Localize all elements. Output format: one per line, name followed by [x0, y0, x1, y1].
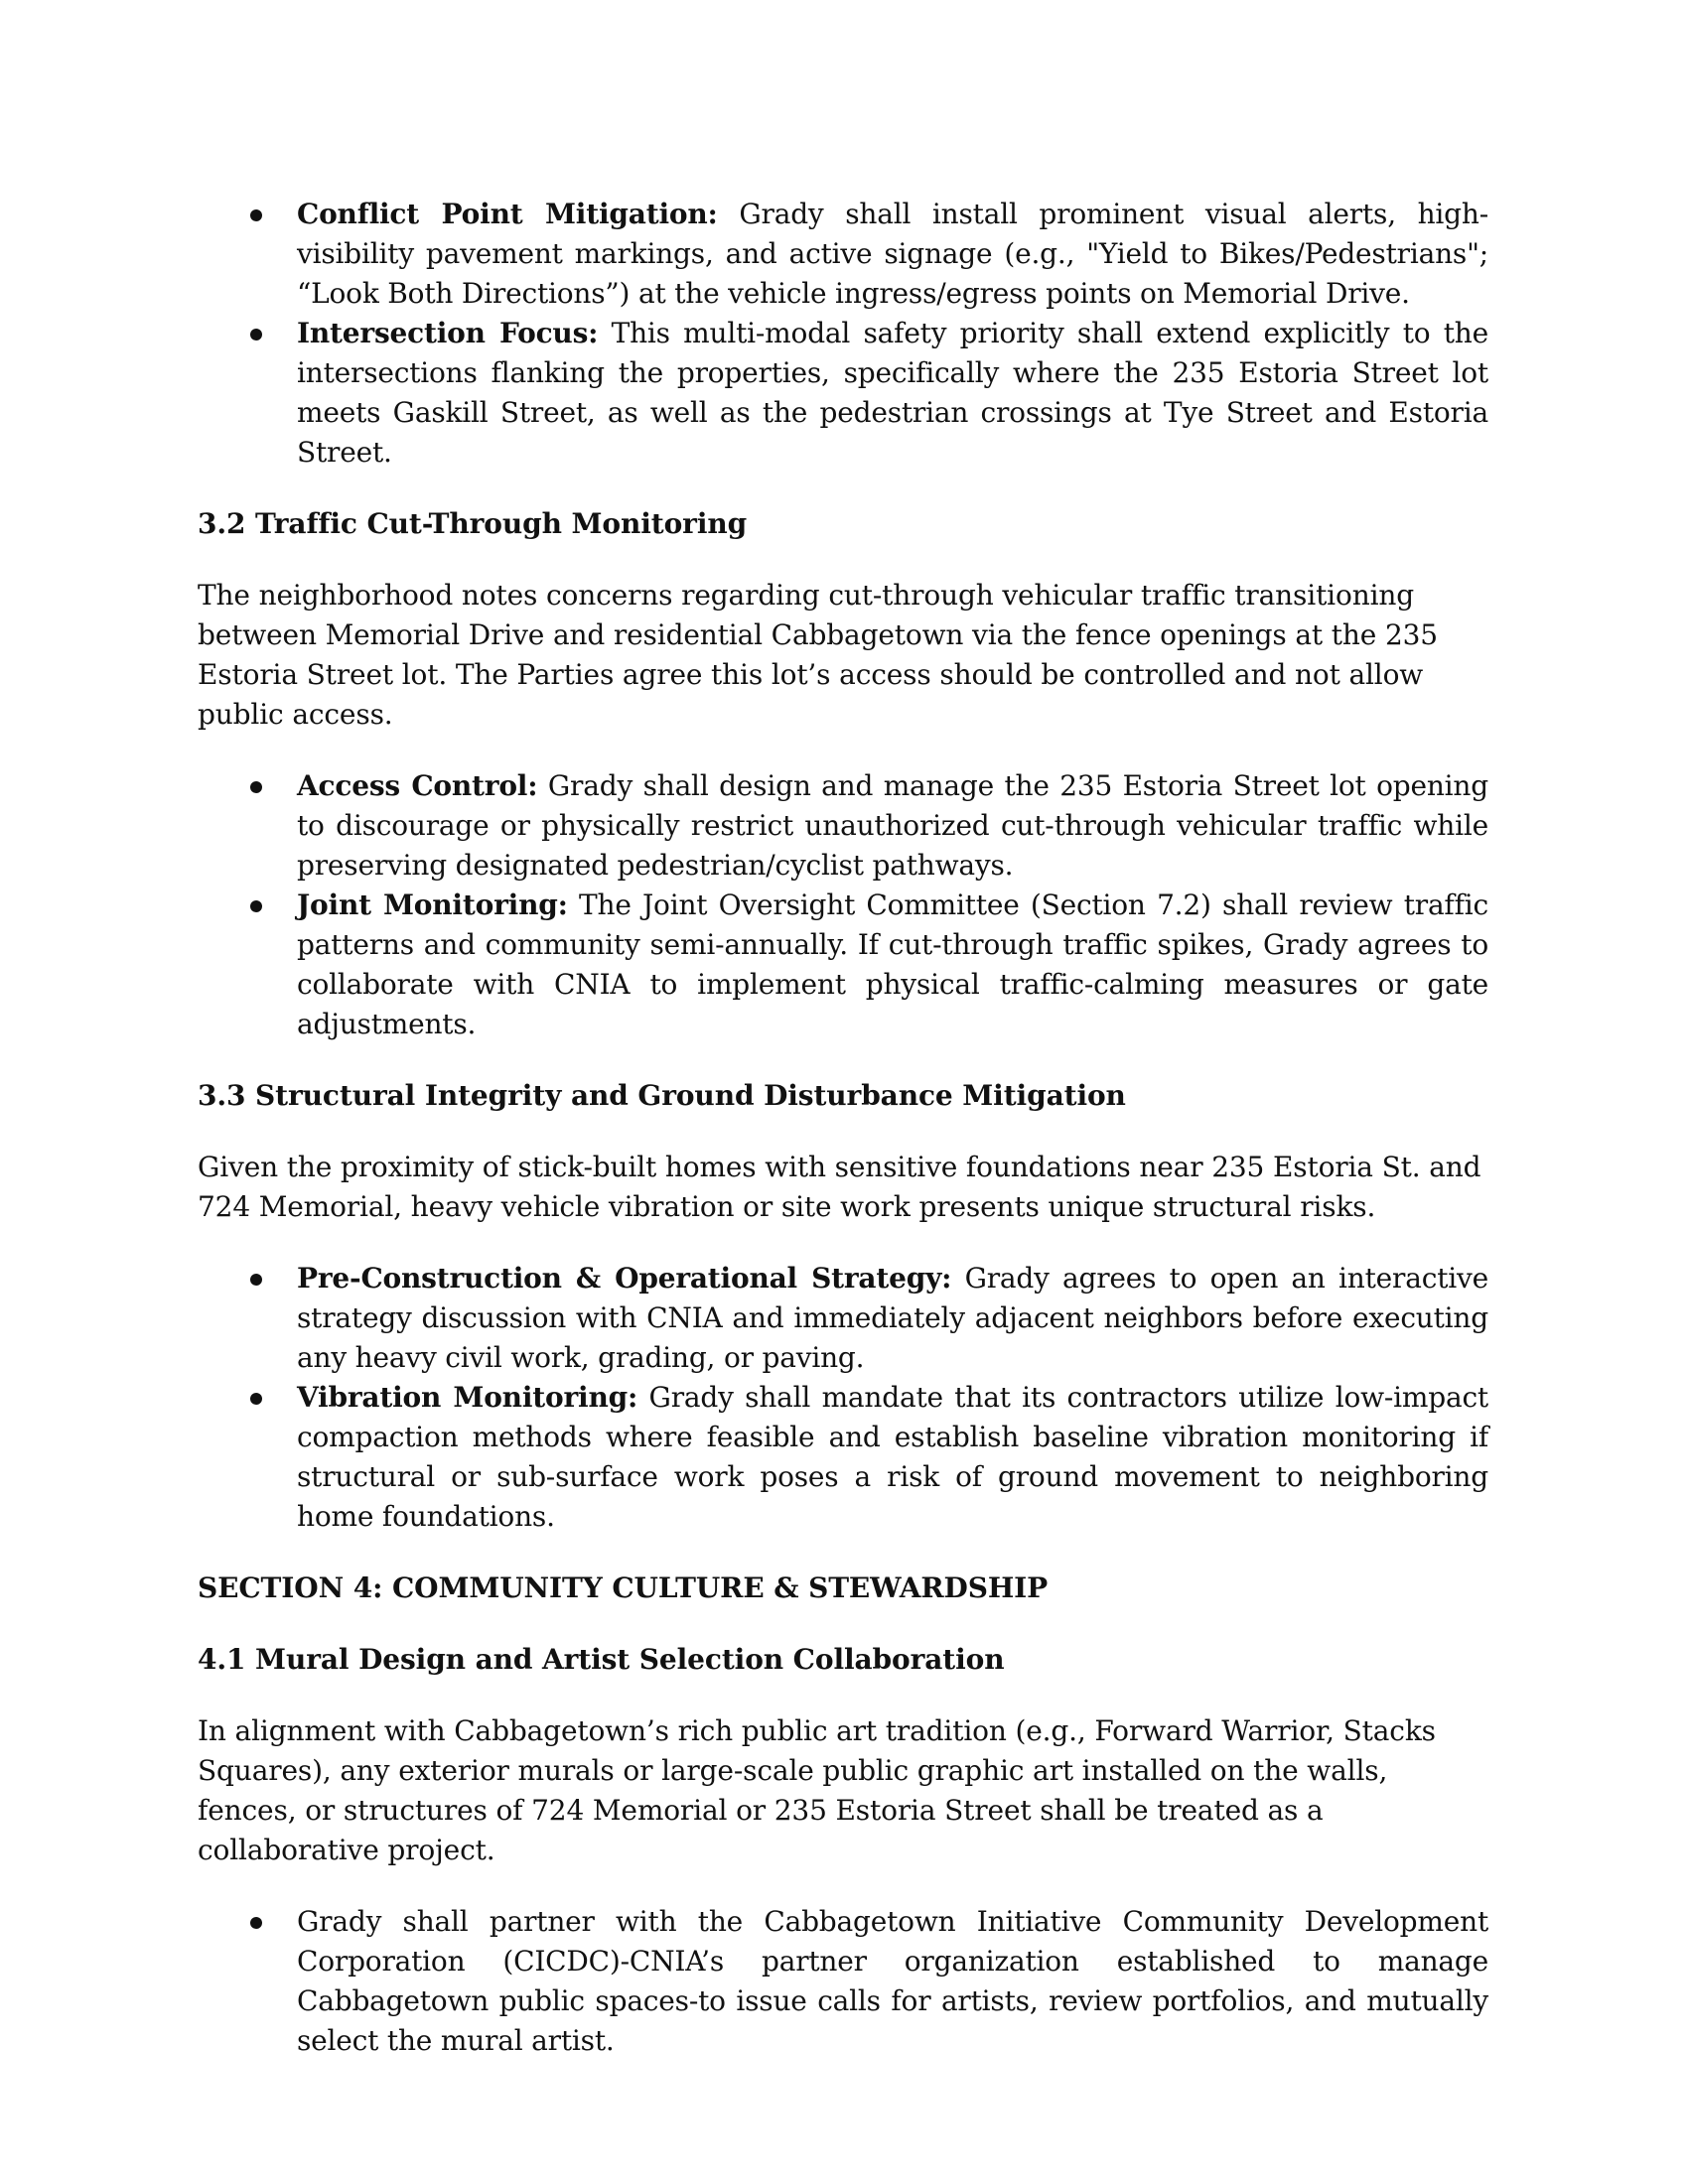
section-paragraph-4-1: In alignment with Cabbagetown’s rich public art tradition (e.g., Forward Warrior, Stacks Squares), any exterior murals or large-scale public graphic art installed on the walls, fences, or structures of 724 Memorial or 235 Estoria Street shall be treated as a collaborative project.: [198, 1714, 1436, 1866]
bullet-lead: Intersection Focus:: [297, 317, 599, 349]
bullet-dot-icon: [250, 900, 262, 912]
bullet-dot-icon: [250, 781, 262, 793]
section-heading-4-1: 4.1 Mural Design and Artist Selection Collaboration: [198, 1643, 1005, 1676]
bullet-text: The Joint Oversight Committee (Section 7.2) shall review traffic patterns and community semi-annually. If cut-through traffic spikes, Grady agrees to collaborate with CNIA to implement physical traffic-calming measures or gate adjustments.: [297, 888, 1489, 1040]
list-item: [198, 195, 1488, 314]
list-item: [198, 1259, 1488, 1378]
bullet-text: Grady shall mandate that its contractors utilize low-impact compaction methods where feasible and establish baseline vibration monitoring if structural or sub-surface work poses a risk of ground movement to neighboring home foundations.: [297, 1381, 1488, 1533]
section-paragraph-3-3: Given the proximity of stick-built homes with sensitive foundations near 235 Estoria St. and 724 Memorial, heavy vehicle vibration or site work presents unique structural risks.: [198, 1151, 1481, 1223]
bullet-dot-icon: [250, 1393, 262, 1405]
bullet-dot-icon: [250, 209, 262, 221]
bullet-dot-icon: [250, 329, 262, 341]
bullet-lead: Pre-Construction & Operational Strategy:: [297, 1262, 952, 1295]
bullet-lead: Vibration Monitoring:: [297, 1381, 638, 1414]
section-heading-4: SECTION 4: COMMUNITY CULTURE & STEWARDSHIP: [198, 1571, 1049, 1604]
bullet-text: Grady agrees to open an interactive strategy discussion with CNIA and immediately adjacent neighbors before executing any heavy civil work, grading, or paving.: [297, 1262, 1488, 1374]
bullet-dot-icon: [250, 1917, 262, 1929]
list-item: [198, 886, 1488, 1044]
section3-3-bullet-list: [198, 1259, 1488, 1537]
bullet-lead: Joint Monitoring:: [297, 888, 568, 921]
bullet-text: Grady shall design and manage the 235 Estoria Street lot opening to discourage or physically restrict unauthorized cut-through vehicular traffic while preserving designated pedestrian/cyclist pathways.: [297, 769, 1488, 882]
section3-1-bullet-list: [198, 195, 1488, 473]
list-item: [198, 1378, 1488, 1537]
section-heading-3-2: 3.2 Traffic Cut-Through Monitoring: [198, 507, 748, 540]
bullet-lead: Conflict Point Mitigation:: [297, 198, 718, 230]
section-paragraph-3-2: The neighborhood notes concerns regarding cut-through vehicular traffic transitioning between Memorial Drive and residential Cabbagetown via the fence openings at the 235 Estoria Street lot. The Parties agree this lot’s access should be controlled and not allow public access.: [198, 579, 1438, 731]
list-item: [198, 766, 1488, 886]
bullet-text: Grady shall install prominent visual alerts, high-visibility pavement markings, and active signage (e.g., "Yield to Bikes/Pedestrians"; “Look Both Directions”) at the vehicle ingress/egress points on Memorial Drive.: [297, 198, 1488, 310]
bullet-text: Grady shall partner with the Cabbagetown Initiative Community Development Corporation (CICDC)-CNIA’s partner organization established to manage Cabbagetown public spaces-to issue calls for artists, review portfolios, and mutually select the mural artist.: [297, 1905, 1488, 2057]
list-item: [198, 1902, 1488, 2061]
bullet-lead: Access Control:: [297, 769, 538, 802]
page-content: [198, 195, 1488, 2093]
section-heading-3-3: 3.3 Structural Integrity and Ground Disturbance Mitigation: [198, 1079, 1126, 1112]
section4-1-bullet-list: [198, 1902, 1488, 2061]
bullet-dot-icon: [250, 1274, 262, 1286]
section3-2-bullet-list: [198, 766, 1488, 1044]
bullet-text: This multi-modal safety priority shall extend explicitly to the intersections flanking the properties, specifically where the 235 Estoria Street lot meets Gaskill Street, as well as the pedestrian crossings at Tye Street and Estoria Street.: [297, 317, 1488, 469]
list-item: [198, 314, 1488, 473]
